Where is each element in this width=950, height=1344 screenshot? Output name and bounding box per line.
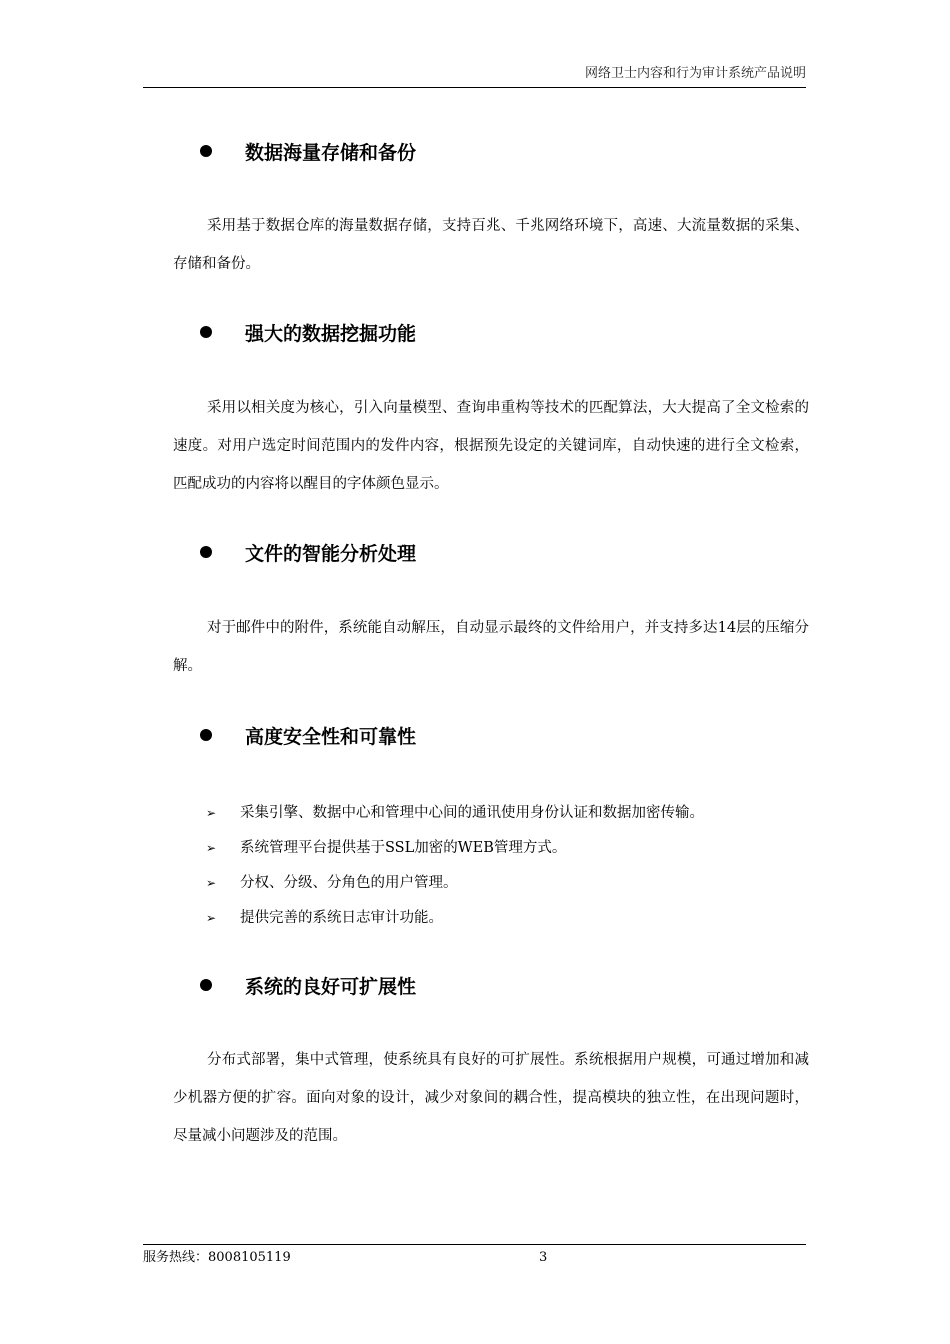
bullet-dot-icon <box>200 145 212 157</box>
bullet-dot-icon <box>200 729 212 741</box>
footer-rule <box>143 1244 806 1245</box>
arrow-bullet-icon: ➢ <box>206 875 217 890</box>
list-item-text: 系统管理平台提供基于SSL加密的WEB管理方式。 <box>240 839 567 856</box>
page-number: 3 <box>539 1250 548 1265</box>
header-rule <box>143 87 806 88</box>
page-footer <box>143 1244 806 1274</box>
section-heading-security <box>200 720 416 750</box>
bullet-dot-icon <box>200 546 212 558</box>
section-paragraph-scalability: 分布式部署，集中式管理，使系统具有良好的可扩展性。系统根据用户规模，可通过增加和减少机器方便的扩容。面向对象的设计，减少对象间的耦合性，提高模块的独立性，在出现问题时，尽量减小问题涉及的范围。 <box>173 1052 809 1144</box>
arrow-bullet-icon: ➢ <box>206 805 217 820</box>
arrow-bullet-icon: ➢ <box>206 910 217 925</box>
section-heading-text: 强大的数据挖掘功能 <box>245 322 417 345</box>
section-heading-scalability <box>200 970 416 1000</box>
page-header <box>143 64 806 88</box>
section-paragraph-file-analysis: 对于邮件中的附件，系统能自动解压，自动显示最终的文件给用户，并支持多达14层的压缩分解。 <box>173 620 809 674</box>
header-title: 网络卫士内容和行为审计系统产品说明 <box>584 66 806 81</box>
arrow-bullet-icon: ➢ <box>206 840 217 855</box>
list-item-text: 提供完善的系统日志审计功能。 <box>240 909 443 926</box>
section-heading-text: 文件的智能分析处理 <box>245 542 417 565</box>
list-item <box>206 795 704 830</box>
footer-hotline: 服务热线：8008105119 <box>143 1250 291 1265</box>
list-item <box>206 865 704 900</box>
list-item-text: 分权、分级、分角色的用户管理。 <box>240 874 458 891</box>
section-paragraph-storage: 采用基于数据仓库的海量数据存储，支持百兆、千兆网络环境下，高速、大流量数据的采集、存储和备份。 <box>173 218 809 272</box>
section-heading-text: 系统的良好可扩展性 <box>245 975 417 998</box>
section-heading-mining <box>200 317 416 347</box>
section-heading-text: 数据海量存储和备份 <box>245 141 417 164</box>
security-feature-list <box>206 795 704 935</box>
section-heading-file-analysis <box>200 537 416 567</box>
list-item <box>206 900 704 935</box>
section-paragraph-mining: 采用以相关度为核心，引入向量模型、查询串重构等技术的匹配算法，大大提高了全文检索的速度。对用户选定时间范围内的发件内容，根据预先设定的关键词库，自动快速的进行全文检索，匹配成功的内容将以醒目的字体颜色显示。 <box>173 400 809 492</box>
bullet-dot-icon <box>200 979 212 991</box>
list-item <box>206 830 704 865</box>
section-heading-storage <box>200 136 416 166</box>
section-heading-text: 高度安全性和可靠性 <box>245 725 417 748</box>
bullet-dot-icon <box>200 326 212 338</box>
list-item-text: 采集引擎、数据中心和管理中心间的通讯使用身份认证和数据加密传输。 <box>240 804 704 821</box>
